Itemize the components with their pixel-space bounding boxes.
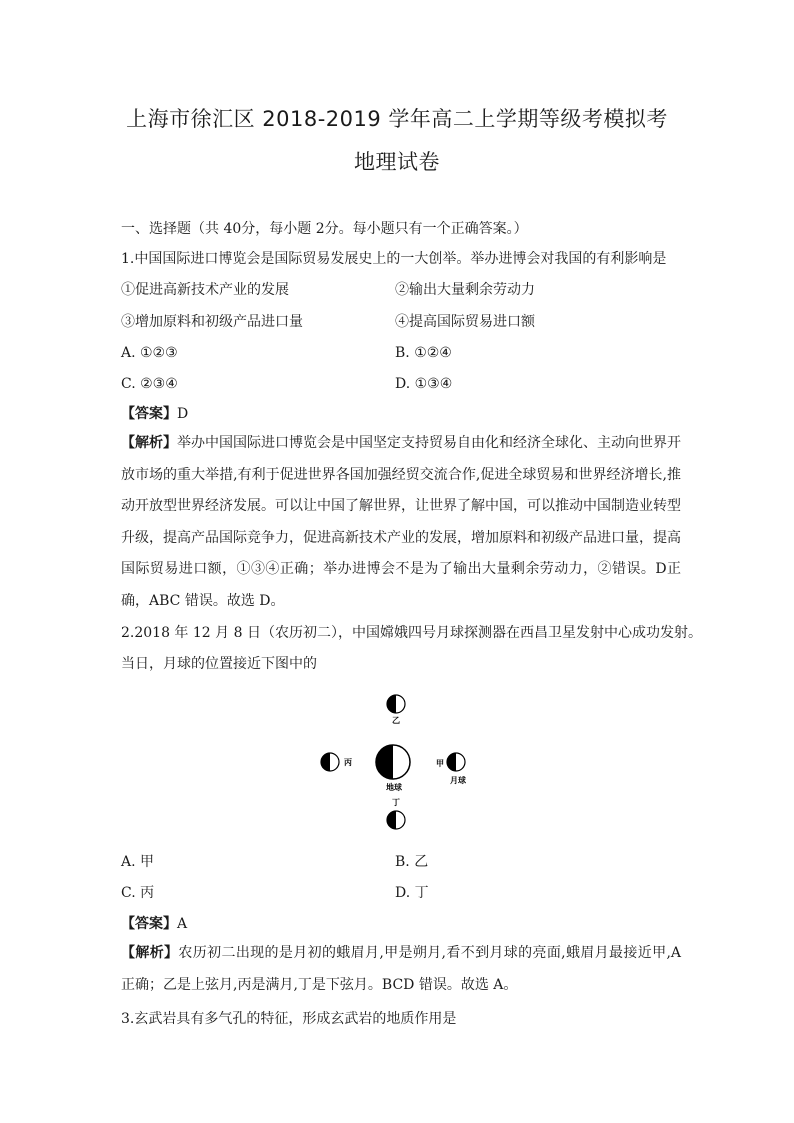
moon-yi-icon — [387, 695, 405, 713]
q2-stem-line-2: 当日，月球的位置接近下图中的 — [121, 656, 317, 672]
q1-statement-3: ③增加原料和初级产品进口量 — [121, 314, 303, 330]
q2-analysis-text: 农历初二出现的是月初的蛾眉月,甲是朔月,看不到月球的亮面,蛾眉月最接近甲,A 正确；乙是上弦月,丙是满月,丁是下弦月。BCD 错误。故选 A。 — [121, 945, 682, 993]
q2-answer — [121, 915, 681, 933]
moon-jia-icon — [447, 753, 465, 771]
q2-stem-line-1: 2.2018 年 12 月 8 日（农历初二），中国嫦娥四号月球探测器在西昌卫星发射中心成功发射。 — [121, 625, 702, 641]
section-heading: 一、选择题（共 40分，每小题 2分。每小题只有一个正确答案。） — [121, 221, 528, 237]
label-ding: 丁 — [392, 798, 400, 807]
label-moon: 月球 — [450, 776, 466, 785]
q2-option-a: A. 甲 — [121, 854, 155, 870]
q1-statement-4: ④提高国际贸易进口额 — [395, 314, 535, 330]
q1-analysis-text: 举办中国国际进口博览会是中国坚定支持贸易自由化和经济全球化、主动向世界开放市场的重大举措,有利于促进世界各国加强经贸交流合作,促进全球贸易和世界经济增长,推动开放型世界经济发展。可以让中国了解世界，让世界了解中国，可以推动中国制造业转型升级，提高产品国际竞争力，促进高新技术产业的发展，增加原料和初级产品进口量，提高国际贸易进口额，①③④正确；举办进博会不是为了输出大量剩余劳动力，②错误。D正确，ABC 错误。故选 D。 — [121, 435, 681, 609]
q1-stem: 1.中国国际进口博览会是国际贸易发展史上的一大创举。举办进博会对我国的有利影响是 — [121, 251, 667, 267]
q2-option-c: C. 丙 — [121, 885, 155, 901]
q1-option-d: D. ①③④ — [395, 376, 453, 392]
moon-bing-icon — [321, 753, 339, 771]
q1-answer-value: D — [177, 406, 189, 422]
q1-statement-2: ②输出大量剩余劳动力 — [395, 282, 535, 298]
q1-option-a: A. ①②③ — [121, 345, 178, 361]
q1-analysis-label: 【解析】 — [121, 435, 177, 451]
q1-option-c: C. ②③④ — [121, 376, 178, 392]
earth-icon — [376, 745, 410, 779]
q2-analysis — [121, 938, 681, 1001]
q2-option-d: D. 丁 — [395, 885, 429, 901]
q2-option-b: B. 乙 — [395, 854, 429, 870]
q3-stem: 3.玄武岩具有多气孔的特征，形成玄武岩的地质作用是 — [121, 1011, 457, 1027]
label-jia: 甲 — [436, 759, 444, 768]
q2-answer-label: 【答案】 — [121, 916, 177, 932]
q2-answer-value: A — [177, 916, 188, 932]
label-earth: 地球 — [386, 783, 402, 792]
label-bing: 丙 — [344, 758, 352, 767]
q1-answer — [121, 405, 681, 423]
page-subtitle: 地理试卷 — [354, 150, 440, 174]
q1-statement-1: ①促进高新技术产业的发展 — [121, 282, 289, 298]
q1-answer-label: 【答案】 — [121, 406, 177, 422]
moon-ding-icon — [387, 811, 405, 829]
page-title: 上海市徐汇区 2018-2019 学年高二上学期等级考模拟考 — [126, 107, 668, 131]
label-yi: 乙 — [392, 716, 400, 725]
q2-analysis-label: 【解析】 — [121, 945, 179, 961]
q1-analysis — [121, 428, 681, 617]
moon-phase-diagram — [310, 688, 490, 838]
q1-option-b: B. ①②④ — [395, 345, 452, 361]
